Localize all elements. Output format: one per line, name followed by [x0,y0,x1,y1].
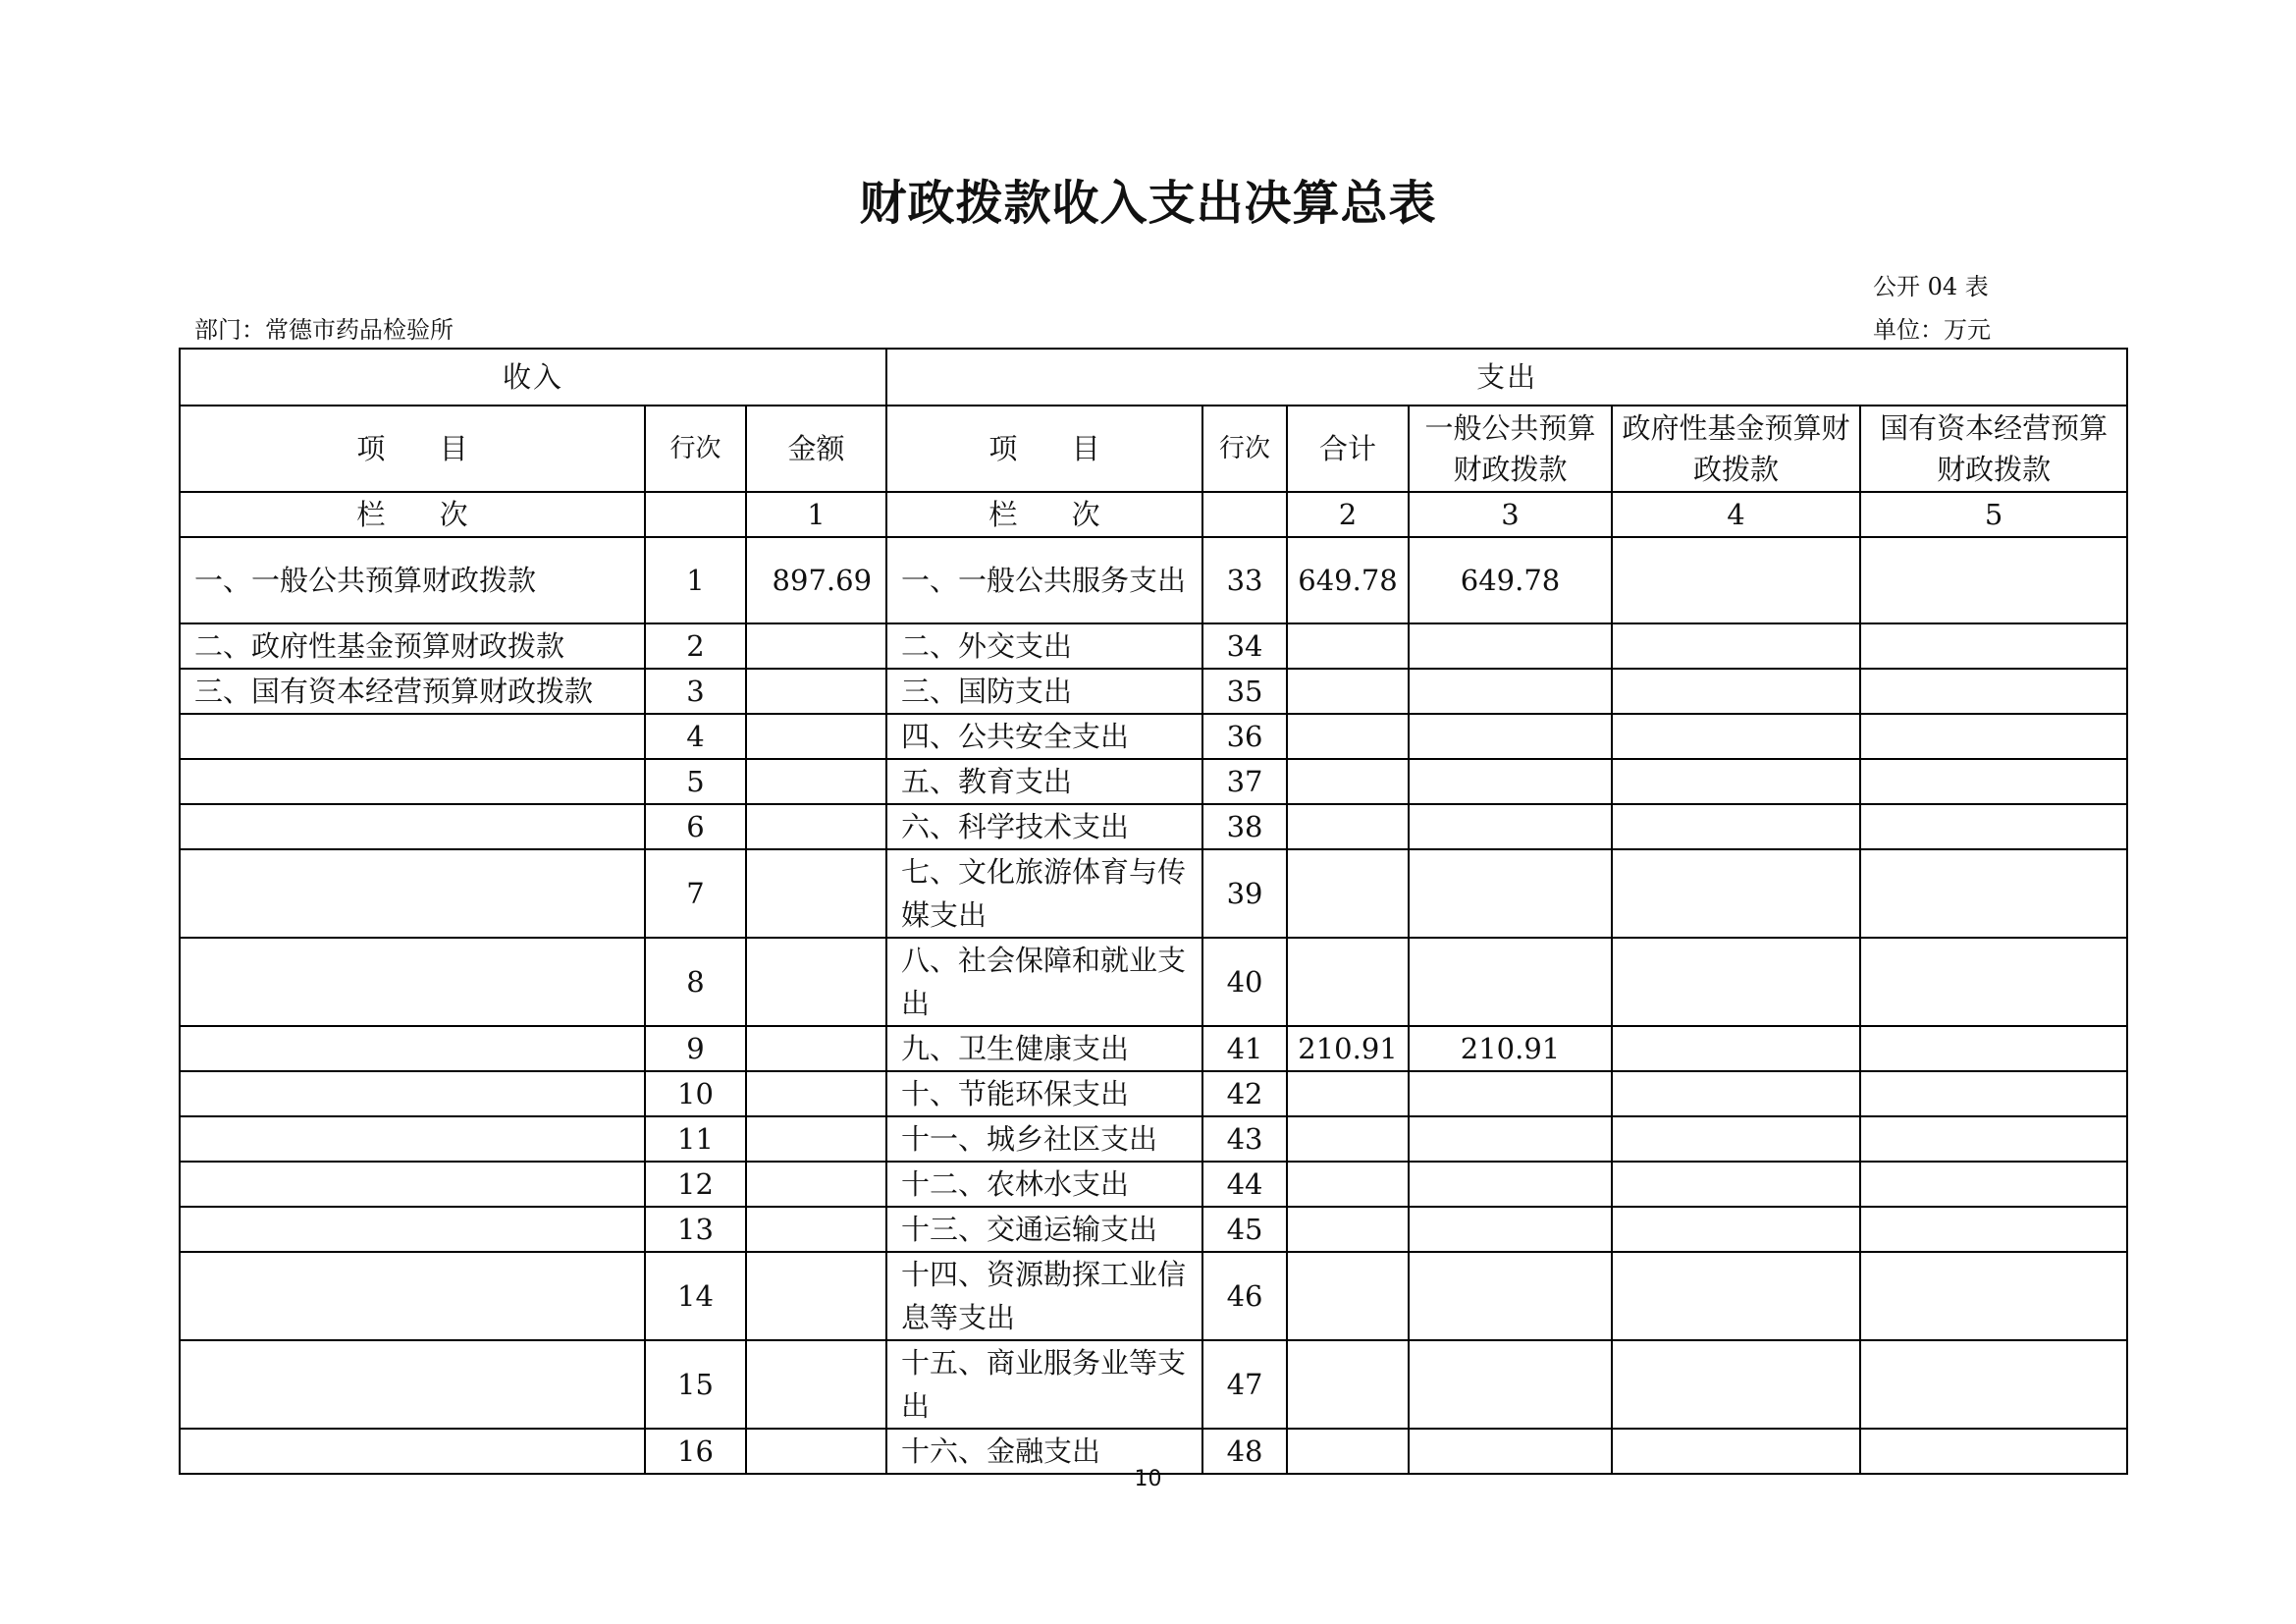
total-cell [1287,669,1409,714]
expense-item-cell: 十四、资源勘探工业信息等支出 [886,1252,1202,1340]
income-amount-cell [746,1071,886,1116]
table-row [180,669,2127,714]
table-row [180,849,2127,938]
income-amount-cell [746,849,886,938]
table-row [180,759,2127,804]
general-budget-cell [1409,714,1612,759]
expense-item-cell: 七、文化旅游体育与传媒支出 [886,849,1202,938]
income-item-cell [180,1252,645,1340]
expense-row-no-cell: 46 [1202,1252,1287,1340]
income-amount-cell [746,1026,886,1071]
income-item-header: 项 目 [180,406,645,492]
income-amount-cell [746,804,886,849]
col-index-3: 3 [1409,492,1612,537]
general-budget-cell [1409,623,1612,669]
form-code: 公开 04 表 [1873,273,1989,300]
expense-item-cell: 一、一般公共服务支出 [886,537,1202,623]
budget-table-wrapper [179,348,2126,1475]
expense-row-no-cell: 48 [1202,1429,1287,1474]
state-capital-cell [1860,1026,2127,1071]
expense-item-cell: 八、社会保障和就业支出 [886,938,1202,1026]
expense-row-no-cell: 43 [1202,1116,1287,1162]
income-item-cell [180,714,645,759]
general-budget-cell: 649.78 [1409,537,1612,623]
page-number: 10 [1134,1467,1162,1491]
expense-item-cell: 六、科学技术支出 [886,804,1202,849]
income-row-no-cell: 9 [645,1026,746,1071]
general-budget-cell [1409,804,1612,849]
expense-row-no-cell: 35 [1202,669,1287,714]
general-budget-cell [1409,849,1612,938]
gov-fund-cell [1612,1162,1860,1207]
col-index-2: 2 [1287,492,1409,537]
gov-fund-cell [1612,938,1860,1026]
general-budget-cell [1409,1116,1612,1162]
expense-row-no-cell: 47 [1202,1340,1287,1429]
expense-row-no-cell: 45 [1202,1207,1287,1252]
col-label-empty [645,492,746,537]
expense-row-no-cell: 42 [1202,1071,1287,1116]
gov-fund-cell [1612,849,1860,938]
income-row-no-cell: 12 [645,1162,746,1207]
income-row-no-cell: 5 [645,759,746,804]
gov-fund-header: 政府性基金预算财政拨款 [1612,406,1860,492]
expense-row-no-header: 行次 [1202,406,1287,492]
total-cell [1287,1340,1409,1429]
general-budget-header: 一般公共预算财政拨款 [1409,406,1612,492]
expense-item-cell: 四、公共安全支出 [886,714,1202,759]
income-row-no-cell: 6 [645,804,746,849]
income-amount-cell [746,623,886,669]
state-capital-header: 国有资本经营预算财政拨款 [1860,406,2127,492]
general-budget-cell [1409,669,1612,714]
table-body [180,537,2127,1474]
income-item-cell: 二、政府性基金预算财政拨款 [180,623,645,669]
expense-item-cell: 十三、交通运输支出 [886,1207,1202,1252]
state-capital-cell [1860,759,2127,804]
total-cell: 649.78 [1287,537,1409,623]
total-cell [1287,938,1409,1026]
state-capital-cell [1860,1207,2127,1252]
department-label: 部门：常德市药品检验所 [194,316,454,344]
page-title: 财政拨款收入支出决算总表 [859,176,1437,231]
expense-row-no-cell: 39 [1202,849,1287,938]
table-row [180,1116,2127,1162]
state-capital-cell [1860,1252,2127,1340]
table-row [180,1252,2127,1340]
gov-fund-cell [1612,804,1860,849]
income-item-cell [180,1340,645,1429]
expense-item-cell: 十、节能环保支出 [886,1071,1202,1116]
expense-row-no-cell: 36 [1202,714,1287,759]
total-cell [1287,1252,1409,1340]
state-capital-cell [1860,623,2127,669]
income-row-no-cell: 1 [645,537,746,623]
expense-item-cell: 九、卫生健康支出 [886,1026,1202,1071]
gov-fund-cell [1612,537,1860,623]
income-row-no-cell: 8 [645,938,746,1026]
income-row-no-header: 行次 [645,406,746,492]
gov-fund-cell [1612,759,1860,804]
income-item-cell [180,849,645,938]
table-row [180,1207,2127,1252]
income-row-no-cell: 15 [645,1340,746,1429]
expense-item-cell: 十一、城乡社区支出 [886,1116,1202,1162]
unit-label: 单位：万元 [1873,316,1991,344]
table-row [180,623,2127,669]
income-row-no-cell: 3 [645,669,746,714]
gov-fund-cell [1612,1252,1860,1340]
income-row-no-cell: 11 [645,1116,746,1162]
col-index-5: 5 [1860,492,2127,537]
income-item-cell [180,759,645,804]
income-row-no-cell: 4 [645,714,746,759]
income-item-cell: 三、国有资本经营预算财政拨款 [180,669,645,714]
income-item-cell [180,1116,645,1162]
income-amount-cell [746,669,886,714]
income-item-cell [180,1071,645,1116]
total-cell: 210.91 [1287,1026,1409,1071]
general-budget-cell [1409,938,1612,1026]
income-amount-cell [746,1162,886,1207]
total-cell [1287,1162,1409,1207]
total-cell [1287,714,1409,759]
state-capital-cell [1860,1340,2127,1429]
general-budget-cell [1409,1340,1612,1429]
state-capital-cell [1860,1071,2127,1116]
expense-row-no-cell: 33 [1202,537,1287,623]
income-item-cell [180,804,645,849]
gov-fund-cell [1612,1116,1860,1162]
general-budget-cell [1409,1252,1612,1340]
income-amount-cell [746,1116,886,1162]
table-row [180,537,2127,623]
total-cell [1287,804,1409,849]
expense-row-no-cell: 44 [1202,1162,1287,1207]
gov-fund-cell [1612,1071,1860,1116]
income-amount-cell [746,938,886,1026]
income-amount-cell [746,1207,886,1252]
income-row-no-cell: 7 [645,849,746,938]
income-amount-cell [746,1252,886,1340]
general-budget-cell [1409,1162,1612,1207]
gov-fund-cell [1612,1207,1860,1252]
expense-header: 支出 [886,349,2127,406]
income-row-no-cell: 16 [645,1429,746,1474]
income-item-cell [180,938,645,1026]
budget-table [179,348,2128,1475]
table-row [180,1071,2127,1116]
expense-item-cell: 十六、金融支出 [886,1429,1202,1474]
general-budget-cell [1409,1207,1612,1252]
table-row [180,1340,2127,1429]
expense-item-cell: 三、国防支出 [886,669,1202,714]
table-row [180,804,2127,849]
state-capital-cell [1860,714,2127,759]
income-item-cell [180,1207,645,1252]
col-label-expense: 栏 次 [886,492,1202,537]
income-header: 收入 [180,349,886,406]
income-row-no-cell: 14 [645,1252,746,1340]
income-amount-cell: 897.69 [746,537,886,623]
gov-fund-cell [1612,669,1860,714]
total-cell [1287,849,1409,938]
state-capital-cell [1860,669,2127,714]
table-row [180,1026,2127,1071]
expense-item-header: 项 目 [886,406,1202,492]
state-capital-cell [1860,938,2127,1026]
total-cell [1287,1207,1409,1252]
expense-item-cell: 五、教育支出 [886,759,1202,804]
col-label-income: 栏 次 [180,492,645,537]
income-amount-cell [746,714,886,759]
state-capital-cell [1860,537,2127,623]
state-capital-cell [1860,1116,2127,1162]
state-capital-cell [1860,1162,2127,1207]
table-row [180,1162,2127,1207]
col-index-4: 4 [1612,492,1860,537]
income-item-cell: 一、一般公共预算财政拨款 [180,537,645,623]
income-row-no-cell: 13 [645,1207,746,1252]
income-amount-cell [746,1340,886,1429]
expense-item-cell: 二、外交支出 [886,623,1202,669]
expense-row-no-cell: 41 [1202,1026,1287,1071]
general-budget-cell [1409,759,1612,804]
income-amount-cell [746,759,886,804]
gov-fund-cell [1612,714,1860,759]
col-index-1: 1 [746,492,886,537]
income-row-no-cell: 2 [645,623,746,669]
income-row-no-cell: 10 [645,1071,746,1116]
expense-row-no-cell: 37 [1202,759,1287,804]
expense-item-cell: 十二、农林水支出 [886,1162,1202,1207]
income-item-cell [180,1026,645,1071]
income-item-cell [180,1162,645,1207]
total-cell [1287,1071,1409,1116]
table-row [180,938,2127,1026]
col-label-empty [1202,492,1287,537]
expense-row-no-cell: 38 [1202,804,1287,849]
gov-fund-cell [1612,1340,1860,1429]
total-cell [1287,759,1409,804]
gov-fund-cell [1612,623,1860,669]
gov-fund-cell [1612,1026,1860,1071]
expense-row-no-cell: 34 [1202,623,1287,669]
amount-header: 金额 [746,406,886,492]
total-header: 合计 [1287,406,1409,492]
state-capital-cell [1860,804,2127,849]
table-row [180,714,2127,759]
expense-row-no-cell: 40 [1202,938,1287,1026]
total-cell [1287,1116,1409,1162]
expense-item-cell: 十五、商业服务业等支出 [886,1340,1202,1429]
total-cell [1287,623,1409,669]
state-capital-cell [1860,849,2127,938]
general-budget-cell [1409,1071,1612,1116]
general-budget-cell: 210.91 [1409,1026,1612,1071]
